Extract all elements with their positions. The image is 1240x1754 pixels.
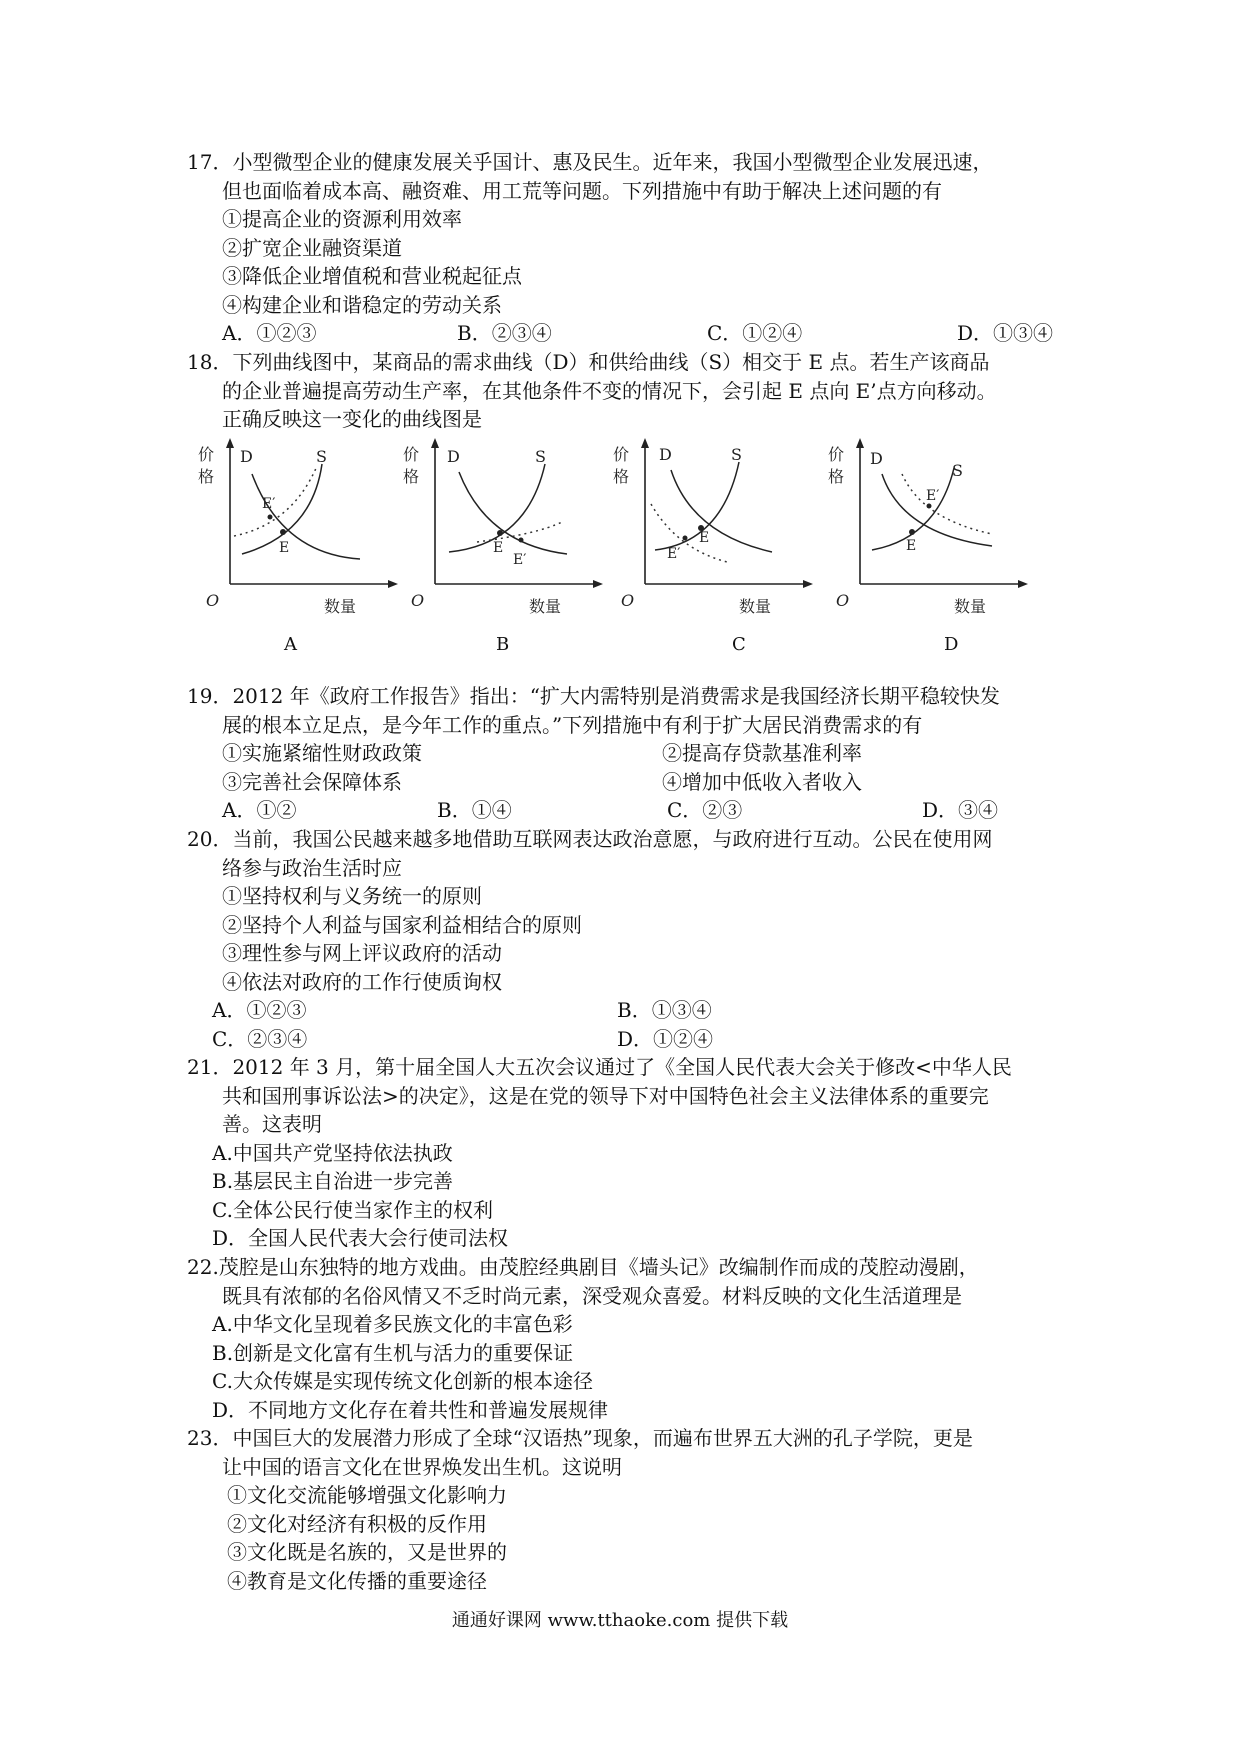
supply-label: S bbox=[535, 447, 546, 466]
axis-label-quantity: 数量 bbox=[324, 597, 357, 616]
point-e-prime-label: E′ bbox=[262, 496, 276, 512]
graph-d-letter: D bbox=[944, 634, 959, 655]
y-axis-arrow bbox=[226, 438, 234, 448]
point-e-label: E bbox=[699, 530, 710, 546]
supply-curve bbox=[655, 462, 739, 550]
origin-label: O bbox=[621, 591, 635, 610]
option-b: B.基层民主自治进一步完善 bbox=[212, 1169, 454, 1193]
option-b: B.创新是文化富有生机与活力的重要保证 bbox=[212, 1340, 574, 1365]
statement-item: ③文化既是名族的，又是世界的 bbox=[227, 1540, 507, 1564]
answer-options-row bbox=[187, 996, 1067, 1025]
supply-demand-graphs bbox=[198, 434, 1042, 660]
option-a: A.中华文化呈现着多民族文化的丰富色彩 bbox=[212, 1312, 573, 1336]
origin-label: O bbox=[836, 591, 850, 610]
x-axis-arrow bbox=[593, 580, 603, 588]
question-stem-line: 的企业普遍提高劳动生产率，在其他条件不变的情况下，会引起 E 点向 E’点方向移动。 bbox=[222, 378, 997, 403]
option-d: D．①③④ bbox=[957, 321, 1054, 345]
graph-b-letter: B bbox=[496, 634, 510, 655]
point-e-label: E bbox=[279, 540, 290, 556]
question-stem-line: 18．下列曲线图中，某商品的需求曲线（D）和供给曲线（S）相交于 E 点。若生产该商品 bbox=[187, 350, 990, 374]
statement-item: ③降低企业增值税和营业税起征点 bbox=[222, 264, 522, 288]
equilibrium-point bbox=[909, 529, 915, 535]
origin-label: O bbox=[411, 591, 425, 610]
statement-item: ①文化交流能够增强文化影响力 bbox=[227, 1483, 507, 1507]
question-stem-line: 23．中国巨大的发展潜力形成了全球“汉语热”现象，而遍布世界五大洲的孔子学院，更是 bbox=[187, 1426, 973, 1450]
axis-label-quantity: 数量 bbox=[529, 597, 562, 616]
statement-item: ③理性参与网上评议政府的活动 bbox=[222, 941, 502, 965]
question-stem-line: 善。这表明 bbox=[222, 1112, 322, 1136]
option-c: C．②③④ bbox=[212, 1026, 308, 1051]
statement-item: ①实施紧缩性财政政策 bbox=[222, 741, 422, 765]
option-b: B．①④ bbox=[437, 798, 512, 822]
point-e-label: E bbox=[493, 540, 504, 556]
axis-label-price-1: 价 bbox=[828, 445, 845, 464]
option-d: D．①②④ bbox=[617, 1026, 714, 1051]
option-a: A．①② bbox=[222, 798, 297, 822]
graph-c-letter: C bbox=[732, 634, 746, 655]
statement-item: ④增加中低收入者收入 bbox=[662, 769, 862, 794]
supply-label: S bbox=[952, 461, 963, 480]
shifted-curve bbox=[651, 504, 727, 562]
statement-row bbox=[187, 739, 1067, 768]
statement-item: ①坚持权利与义务统一的原则 bbox=[222, 884, 482, 908]
demand-label: D bbox=[447, 447, 460, 466]
graph-d bbox=[828, 434, 1042, 624]
question-stem-line: 共和国刑事诉讼法>的决定》，这是在党的领导下对中国特色社会主义法律体系的重要完 bbox=[222, 1083, 989, 1108]
graph-b bbox=[403, 434, 617, 624]
axis-label-price-1: 价 bbox=[613, 445, 630, 464]
question-23 bbox=[187, 1424, 1067, 1595]
statement-item: ④教育是文化传播的重要途径 bbox=[227, 1568, 487, 1593]
axis-label-quantity: 数量 bbox=[739, 597, 772, 616]
option-a: A．①②③ bbox=[212, 998, 307, 1022]
axis-label-quantity: 数量 bbox=[954, 597, 987, 616]
question-20 bbox=[187, 825, 1067, 1053]
axis-label-price-2: 格 bbox=[198, 467, 215, 486]
option-c: C.全体公民行使当家作主的权利 bbox=[212, 1197, 493, 1222]
graph-c bbox=[613, 434, 827, 624]
option-a: A．①②③ bbox=[222, 321, 317, 345]
demand-label: D bbox=[870, 449, 883, 468]
statement-item: ②扩宽企业融资渠道 bbox=[222, 235, 402, 260]
option-a: A.中国共产党坚持依法执政 bbox=[212, 1140, 453, 1165]
question-21 bbox=[187, 1053, 1067, 1253]
point-e-prime-label: E′ bbox=[513, 552, 527, 568]
new-equilibrium-point bbox=[683, 536, 688, 541]
question-stem-line: 展的根本立足点，是今年工作的重点。”下列措施中有利于扩大居民消费需求的有 bbox=[222, 712, 923, 737]
question-stem-line: 但也面临着成本高、融资难、用工荒等问题。下列措施中有助于解决上述问题的有 bbox=[222, 178, 942, 203]
equilibrium-point bbox=[497, 530, 503, 536]
answer-options-row bbox=[187, 1025, 1067, 1054]
option-b: B．①③④ bbox=[617, 998, 712, 1022]
answer-options bbox=[187, 796, 1067, 825]
axis-label-price-2: 格 bbox=[403, 467, 420, 486]
option-c: C．①②④ bbox=[707, 321, 803, 345]
question-18 bbox=[187, 348, 1067, 434]
statement-item: ④构建企业和谐稳定的劳动关系 bbox=[222, 292, 502, 317]
question-stem-line: 既具有浓郁的名俗风情又不乏时尚元素，深受观众喜爱。材料反映的文化生活道理是 bbox=[222, 1283, 962, 1308]
statement-item: ①提高企业的资源利用效率 bbox=[222, 207, 462, 231]
equilibrium-point bbox=[280, 529, 286, 535]
y-axis-arrow bbox=[431, 438, 439, 448]
question-stem-line: 22.茂腔是山东独特的地方戏曲。由茂腔经典剧目《墙头记》改编制作而成的茂腔动漫剧， bbox=[187, 1255, 979, 1279]
question-stem-line: 19．2012 年《政府工作报告》指出：“扩大内需特别是消费需求是我国经济长期平稳较快发 bbox=[187, 684, 1000, 708]
option-d: D．全国人民代表大会行使司法权 bbox=[212, 1226, 509, 1250]
shifted-curve bbox=[234, 466, 317, 536]
answer-options bbox=[187, 319, 1067, 348]
demand-label: D bbox=[659, 445, 672, 464]
new-equilibrium-point bbox=[268, 515, 273, 520]
axis-label-price-2: 格 bbox=[828, 467, 845, 486]
option-b: B．②③④ bbox=[457, 321, 552, 345]
graph-a bbox=[198, 434, 412, 624]
page-footer: 通通好课网 www.tthaoke.com 提供下载 bbox=[451, 1610, 789, 1631]
graph-a-letter: A bbox=[284, 634, 297, 655]
point-e-prime-label: E′ bbox=[667, 546, 681, 562]
question-19 bbox=[187, 682, 1067, 825]
option-d: D．③④ bbox=[922, 798, 999, 822]
statement-item: ②提高存贷款基准利率 bbox=[662, 741, 862, 765]
supply-label: S bbox=[316, 447, 327, 466]
question-22 bbox=[187, 1253, 1067, 1424]
new-equilibrium-point bbox=[927, 504, 932, 509]
y-axis-arrow bbox=[856, 438, 864, 448]
axis-label-price-1: 价 bbox=[403, 445, 420, 464]
option-c: C.大众传媒是实现传统文化创新的根本途径 bbox=[212, 1369, 593, 1393]
question-stem-line: 20．当前，我国公民越来越多地借助互联网表达政治意愿，与政府进行互动。公民在使用网 bbox=[187, 827, 993, 851]
option-d: D．不同地方文化存在着共性和普遍发展规律 bbox=[212, 1397, 609, 1422]
question-stem-line: 让中国的语言文化在世界焕发出生机。这说明 bbox=[222, 1454, 622, 1479]
axis-label-price-2: 格 bbox=[613, 467, 630, 486]
statement-item: ②文化对经济有积极的反作用 bbox=[227, 1511, 487, 1536]
demand-curve bbox=[459, 472, 567, 554]
point-e-prime-label: E′ bbox=[926, 488, 940, 504]
shifted-curve bbox=[902, 474, 992, 534]
origin-label: O bbox=[206, 591, 220, 610]
x-axis-arrow bbox=[803, 580, 813, 588]
option-c: C．②③ bbox=[667, 798, 743, 822]
axis-label-price-1: 价 bbox=[198, 445, 215, 464]
question-stem-line: 正确反映这一变化的曲线图是 bbox=[222, 407, 482, 431]
statement-item: ③完善社会保障体系 bbox=[222, 769, 402, 794]
question-stem-line: 络参与政治生活时应 bbox=[222, 855, 402, 880]
statement-item: ②坚持个人利益与国家利益相结合的原则 bbox=[222, 912, 582, 937]
point-e-label: E bbox=[906, 538, 917, 554]
question-17 bbox=[187, 148, 1067, 348]
new-equilibrium-point bbox=[519, 538, 524, 543]
x-axis-arrow bbox=[388, 580, 398, 588]
statement-item: ④依法对政府的工作行使质询权 bbox=[222, 969, 502, 994]
x-axis-arrow bbox=[1018, 580, 1028, 588]
question-stem-line: 21．2012 年 3 月，第十届全国人大五次会议通过了《全国人民代表大会关于修改<中华人民 bbox=[187, 1055, 1012, 1079]
y-axis-arrow bbox=[641, 438, 649, 448]
question-stem-line: 17．小型微型企业的健康发展关乎国计、惠及民生。近年来，我国小型微型企业发展迅速， bbox=[187, 150, 993, 174]
statement-row bbox=[187, 768, 1067, 797]
supply-label: S bbox=[731, 445, 742, 464]
supply-curve bbox=[449, 464, 545, 552]
demand-label: D bbox=[240, 447, 253, 466]
